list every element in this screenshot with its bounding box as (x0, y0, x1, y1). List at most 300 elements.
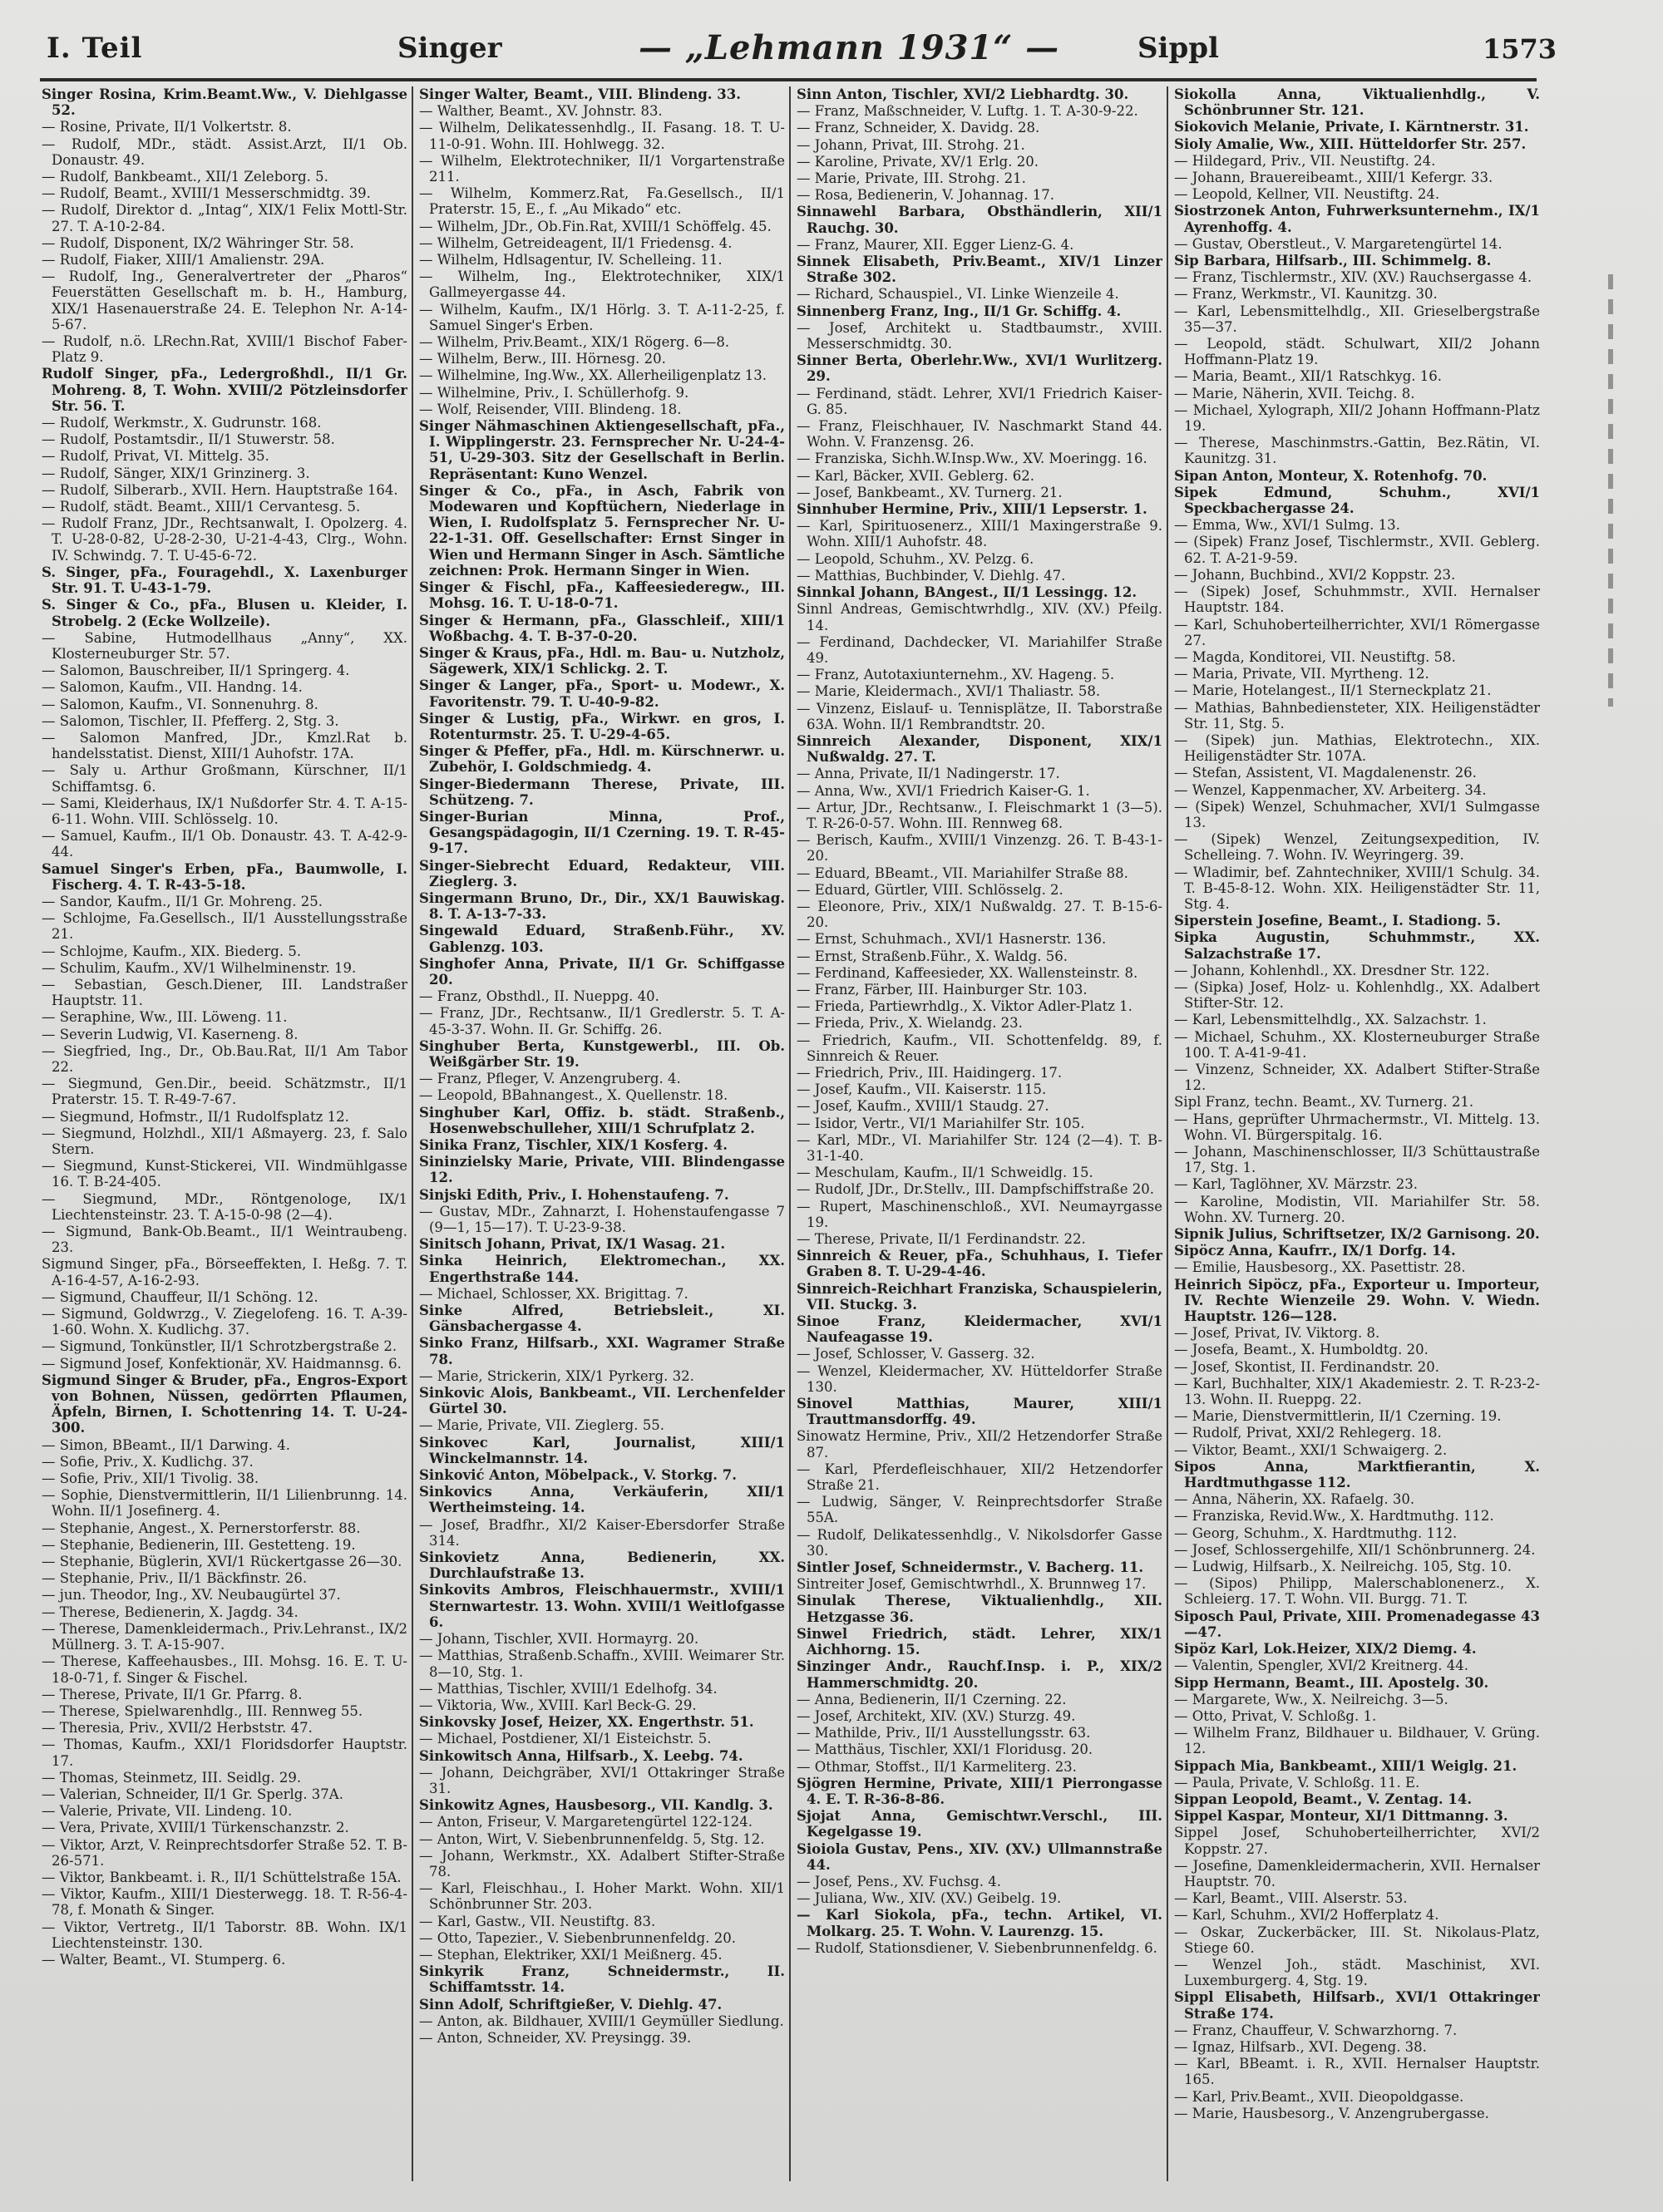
directory-entry: — Rudolf, Direktor d. „Intag“, XIX/1 Felix Mottl-Str. 27. T. A-10-2-84. (42, 202, 407, 234)
directory-entry: — Wladimir, bef. Zahntechniker, XVIII/1 Schulg. 34. T. B-45-8-12. Wohn. XIX. Heiligenstädter Str. 11, Stg. 4. (1174, 864, 1540, 912)
directory-entry: Singer Nähmaschinen Aktiengesellschaft, pFa., I. Wipplingerstr. 23. Fernsprecher Nr. U-24-4-51, U-29-303. Sitz der Gesellschaft in Berlin. Repräsentant: Kuno Wenzel. (419, 418, 785, 482)
directory-entry: — Otto, Privat, V. Schloßg. 1. (1174, 1707, 1377, 1724)
directory-entry: — Karl, Lebensmittelhdlg., XX. Salzachstr. 1. (1174, 1012, 1487, 1028)
directory-entry: — Wenzel, Kappenmacher, XV. Arbeiterg. 34. (1174, 781, 1487, 798)
directory-entry: Singer & Pfeffer, pFa., Hdl. m. Kürschnerwr. u. Zubehör, I. Goldschmiedg. 4. (419, 743, 785, 776)
directory-entry: — Anna, Bedienerin, II/1 Czerning. 22. (797, 1691, 1067, 1707)
directory-entry: — Wolf, Reisender, VIII. Blindeng. 18. (419, 401, 682, 417)
directory-entry: Sininzielsky Marie, Private, VIII. Blindengasse 12. (419, 1154, 785, 1186)
directory-entry: — Rudolf, Privat, VI. Mittelg. 35. (42, 448, 269, 465)
directory-column-1 (42, 86, 407, 2190)
column-divider (412, 86, 413, 2181)
scan-edge-mark (1608, 274, 1613, 707)
directory-entry: — Karl Siokola, pFa., techn. Artikel, VI. Molkarg. 25. T. Wohn. V. Laurenzg. 15. (797, 1907, 1162, 1939)
directory-entry: Siostrzonek Anton, Fuhrwerksunternehm., IX/1 Ayrenhoffg. 4. (1174, 203, 1540, 235)
directory-entry: — (Sipka) Josef, Holz- u. Kohlenhdlg., XX. Adalbert Stifter-Str. 12. (1174, 978, 1540, 1012)
directory-entry: — Matthias, Buchbinder, V. Diehlg. 47. (797, 567, 1066, 584)
directory-entry: — Matthias, Straßenb.Schaffn., XVIII. Weimarer Str. 8—10, Stg. 1. (419, 1648, 785, 1680)
directory-entry: — Rudolf, Delikatessenhdlg., V. Nikolsdorfer Gasse 30. (797, 1526, 1162, 1559)
directory-entry: Sinwel Friedrich, städt. Lehrer, XIX/1 Aichhorng. 15. (797, 1625, 1162, 1658)
directory-entry: Sipl Franz, techn. Beamt., XV. Turnerg. 21. (1174, 1094, 1474, 1111)
directory-entry: — Rudolf, städt. Beamt., XIII/1 Cervantesg. 5. (42, 499, 361, 515)
directory-entry: Sipöcz Anna, Kaufrr., IX/1 Dorfg. 14. (1174, 1243, 1456, 1259)
directory-entry: — Franziska, Sichh.W.Insp.Ww., XV. Moeringg. 16. (797, 451, 1147, 467)
directory-entry: — Viktoria, Ww., XVIII. Karl Beck-G. 29. (419, 1697, 697, 1713)
directory-entry: — Franziska, Revid.Ww., X. Hardtmuthg. 112. (1174, 1508, 1494, 1525)
directory-entry: — Marie, Private, III. Strohg. 21. (797, 170, 1026, 187)
directory-entry: Sinovel Matthias, Maurer, XIII/1 Trauttmansdorffg. 49. (797, 1396, 1162, 1428)
directory-entry: Sigmund Singer, pFa., Börseeffekten, I. Heßg. 7. T. A-16-4-57, A-16-2-93. (42, 1256, 407, 1288)
directory-entry: — Rudolf, n.ö. LRechn.Rat, XVIII/1 Bischof Faber-Platz 9. (42, 333, 407, 366)
directory-entry: — Ferdinand, städt. Lehrer, XVI/1 Friedrich Kaiser-G. 85. (797, 385, 1162, 417)
directory-entry: — Wilhelm, Priv.Beamt., XIX/1 Rögerg. 6—8. (419, 334, 730, 351)
directory-entry: — Wilhelm, JDr., Ob.Fin.Rat, XVIII/1 Schöffelg. 45. (419, 218, 772, 234)
directory-entry: Sinnl Andreas, Gemischtwrhdlg., XIV. (XV.) Pfeilg. 14. (797, 601, 1162, 633)
directory-entry: — Wilhelmine, Priv., I. Schüllerhofg. 9. (419, 384, 689, 401)
directory-entry: — Michael, Schuhm., XX. Klosterneuburger Straße 100. T. A-41-9-41. (1174, 1028, 1540, 1061)
directory-entry: — Ferdinand, Dachdecker, VI. Mariahilfer Straße 49. (797, 633, 1162, 666)
directory-entry: — Karl, Schuhm., XVI/2 Hofferplatz 4. (1174, 1907, 1439, 1924)
directory-entry: — Leopold, Kellner, VII. Neustiftg. 24. (1174, 186, 1440, 203)
directory-entry: — Siegmund, MDr., Röntgenologe, IX/1 Liechtensteinstr. 23. T. A-15-0-98 (2—4). (42, 1190, 407, 1223)
directory-entry: Sippel Kaspar, Monteur, XI/1 Dittmanng. 3. (1174, 1808, 1508, 1825)
directory-entry: — Siegmund, Holzhdl., XII/1 Aßmayerg. 23, f. Salo Stern. (42, 1125, 407, 1157)
directory-entry: — Josef, Pens., XV. Fuchsg. 4. (797, 1873, 1001, 1889)
directory-entry: — Rudolf, Fiaker, XIII/1 Amalienstr. 29A. (42, 252, 325, 268)
directory-entry: — Stephanie, Angest., X. Pernerstorferstr. 88. (42, 1520, 361, 1536)
directory-entry: — Therese, Spielwarenhdlg., III. Rennweg 55. (42, 1702, 363, 1719)
directory-entry: — Franz, JDr., Rechtsanw., II/1 Gredlerstr. 5. T. A-45-3-37. Wohn. II. Gr. Schiffg. 26. (419, 1005, 785, 1037)
directory-entry: — Siegmund, Gen.Dir., beeid. Schätzmstr., II/1 Praterstr. 15. T. R-49-7-67. (42, 1076, 407, 1108)
directory-entry: — Emma, Ww., XVI/1 Sulmg. 13. (1174, 517, 1400, 534)
directory-entry: — Leopold, BBahnangest., X. Quellenstr. 18. (419, 1087, 728, 1104)
directory-entry: Sigmund Singer & Bruder, pFa., Engros-Export von Bohnen, Nüssen, gedörrten Pflaumen, Äpfeln, Birnen, I. Schottenring 14. T. U-24-300. (42, 1372, 407, 1436)
directory-entry: — Thomas, Kaufm., XXI/1 Floridsdorfer Hauptstr. 17. (42, 1737, 407, 1769)
directory-entry: — Karl, Pferdefleischhauer, XII/2 Hetzendorfer Straße 21. (797, 1461, 1162, 1494)
directory-entry: — Wenzel Joh., städt. Maschinist, XVI. Luxemburgerg. 4, Stg. 19. (1174, 1956, 1540, 1989)
directory-entry: — Matthäus, Tischler, XXI/1 Floridusg. 20. (797, 1742, 1093, 1758)
directory-entry: — Johann, Kohlenhdl., XX. Dresdner Str. 122. (1174, 962, 1490, 978)
directory-entry: — Paula, Private, V. Schloßg. 11. E. (1174, 1774, 1420, 1791)
directory-entry: — Michael, Postdiener, XI/1 Eisteichstr. 5. (419, 1731, 712, 1747)
directory-entry: — Viktor, Arzt, V. Reinprechtsdorfer Straße 52. T. B-26-571. (42, 1836, 407, 1869)
directory-entry: — Othmar, Stoffst., II/1 Karmeliterg. 23. (797, 1758, 1077, 1775)
directory-entry: — Matthias, Tischler, XVIII/1 Edelhofg. 34. (419, 1680, 718, 1697)
directory-entry: — Sophie, Dienstvermittlerin, II/1 Lilienbrunng. 14. Wohn. II/1 Josefinerg. 4. (42, 1487, 407, 1520)
directory-entry: Sippel Josef, Schuhoberteilherrichter, XVI/2 Koppstr. 27. (1174, 1825, 1540, 1857)
directory-entry: — Rudolf, Ing., Generalvertreter der „Pharos“ Feuerstätten Gesellschaft m. b. H., Hamburg, XIX/1 Hasenauerstraße 24. E. Telephon Nr. A-14-5-67. (42, 268, 407, 333)
directory-entry: — Karl, Gastw., VII. Neustiftg. 83. (419, 1913, 656, 1929)
directory-entry: — Gustav, Oberstleut., V. Margaretengürtel 14. (1174, 235, 1503, 252)
directory-entry: Sippl Elisabeth, Hilfsarb., XVI/1 Ottakringer Straße 174. (1174, 1989, 1540, 2022)
guide-word-left: Singer (397, 32, 502, 65)
column-divider (789, 86, 791, 2181)
directory-entry: — Artur, JDr., Rechtsanw., I. Fleischmarkt 1 (3—5). T. R-26-0-57. Wohn. III. Rennweg 68. (797, 799, 1162, 831)
directory-entry: Sinnek Elisabeth, Priv.Beamt., XIV/1 Linzer Straße 302. (797, 254, 1162, 286)
directory-entry: — (Sipek) Josef, Schuhmmstr., XVII. Hernalser Hauptstr. 184. (1174, 584, 1540, 616)
directory-entry: — Sami, Kleiderhaus, IX/1 Nußdorfer Str. 4. T. A-15-6-11. Wohn. VIII. Schlösselg. 10. (42, 795, 407, 827)
directory-entry: — Schulim, Kaufm., XV/1 Wilhelminenstr. 19. (42, 959, 357, 976)
directory-entry: — Anton, ak. Bildhauer, XVIII/1 Geymüller Siedlung. (419, 2012, 784, 2029)
directory-entry: — Marie, Hausbesorg., V. Anzengrubergasse. (1174, 2105, 1489, 2121)
directory-entry: — Josefa, Beamt., X. Humboldtg. 20. (1174, 1342, 1429, 1358)
directory-entry: Rudolf Singer, pFa., Ledergroßhdl., II/1 Gr. Mohreng. 8, T. Wohn. XVIII/2 Pötzleinsdorfer Str. 56. T. (42, 366, 407, 414)
directory-entry: Samuel Singer's Erben, pFa., Baumwolle, I. Fischerg. 4. T. R-43-5-18. (42, 860, 407, 893)
directory-entry: Sinko Franz, Hilfsarb., XXI. Wagramer Straße 78. (419, 1335, 785, 1367)
directory-entry: — Karoline, Private, XV/1 Erlg. 20. (797, 153, 1039, 170)
directory-entry: Sinkowitsch Anna, Hilfsarb., X. Leebg. 74. (419, 1747, 743, 1764)
directory-entry: — Wilhelmine, Ing.Ww., XX. Allerheiligenplatz 13. (419, 367, 767, 384)
directory-entry: Singhuber Karl, Offiz. b. städt. Straßenb., Hosenwebschulleher, XIII/1 Schrufplatz 2. (419, 1104, 785, 1136)
directory-entry: — Theresia, Priv., XVII/2 Herbststr. 47. (42, 1720, 313, 1737)
directory-entry: — Wilhelm, Kommerz.Rat, Fa.Gesellsch., II/1 Praterstr. 15, E., f. „Au Mikado“ etc. (419, 185, 785, 218)
directory-entry: — Therese, Bedienerin, X. Jagdg. 34. (42, 1604, 299, 1620)
directory-entry: — Viktor, Vertretg., II/1 Taborstr. 8B. Wohn. IX/1 Liechtensteinstr. 130. (42, 1919, 407, 1951)
directory-entry: — Rudolf, Bankbeamt., XII/1 Zeleborg. 5. (42, 169, 328, 185)
directory-entry: Sinkovics Anna, Verkäuferin, XII/1 Wertheimsteing. 14. (419, 1484, 785, 1516)
directory-entry: Sipos Anna, Marktfierantin, X. Hardtmuthgasse 112. (1174, 1458, 1540, 1491)
directory-entry: — Berisch, Kaufm., XVIII/1 Vinzenzg. 26. T. B-43-1-20. (797, 832, 1162, 865)
guide-word-right: Sippl (1137, 32, 1219, 65)
directory-entry: Singewald Eduard, Straßenb.Führ., XV. Gablenzg. 103. (419, 923, 785, 955)
directory-entry: — Salomon, Kaufm., VI. Sonnenuhrg. 8. (42, 696, 318, 712)
directory-entry: Singer & Fischl, pFa., Kaffeesiederegw., III. Mohsg. 16. T. U-18-0-71. (419, 579, 785, 612)
directory-entry: — Anton, Schneider, XV. Preysingg. 39. (419, 2029, 692, 2046)
directory-entry: — Wilhelm Franz, Bildhauer u. Bildhauer, V. Grüng. 12. (1174, 1725, 1540, 1757)
directory-entry: — Franz, Maßschneider, V. Luftg. 1. T. A-30-9-22. (797, 103, 1138, 120)
directory-entry: — Anton, Friseur, V. Margaretengürtel 122-124. (419, 1814, 753, 1830)
directory-entry: — Viktor, Kaufm., XIII/1 Diesterwegg. 18. T. R-56-4-78, f. Monath & Singer. (42, 1886, 407, 1919)
directory-entry: Singer-Biedermann Therese, Private, III. Schützeng. 7. (419, 776, 785, 808)
directory-entry: — Juliana, Ww., XIV. (XV.) Geibelg. 19. (797, 1890, 1062, 1907)
directory-entry: — Walther, Beamt., XV. Johnstr. 83. (419, 103, 663, 120)
directory-entry: — Rudolf, Privat, XXI/2 Rehlegerg. 18. (1174, 1425, 1442, 1441)
directory-entry: S. Singer, pFa., Fouragehdl., X. Laxenburger Str. 91. T. U-43-1-79. (42, 564, 407, 597)
directory-entry: — Meschulam, Kaufm., II/1 Schweidlg. 15. (797, 1165, 1093, 1181)
directory-entry: — Karl, Buchhalter, XIX/1 Akademiestr. 2. T. R-23-2-13. Wohn. II. Rueppg. 22. (1174, 1375, 1540, 1408)
directory-entry: — Marie, Näherin, XVII. Teichg. 8. (1174, 385, 1415, 402)
directory-entry: Sipnik Julius, Schriftsetzer, IX/2 Garnisong. 20. (1174, 1226, 1540, 1243)
directory-entry: Sinke Alfred, Betriebsleit., XI. Gänsbachergasse 4. (419, 1303, 785, 1335)
directory-entry: Sipöz Karl, Lok.Heizer, XIX/2 Diemg. 4. (1174, 1641, 1477, 1658)
directory-entry: Sioly Amalie, Ww., XIII. Hütteldorfer Str. 257. (1174, 135, 1527, 152)
directory-entry: — Frieda, Priv., X. Wielandg. 23. (797, 1015, 1023, 1032)
directory-entry: Sinowatz Hermine, Priv., XII/2 Hetzendorfer Straße 87. (797, 1428, 1162, 1461)
directory-entry: — Franz, Autotaxiunternehm., XV. Hageng. 5. (797, 667, 1115, 683)
directory-entry: — Hildegard, Priv., VII. Neustiftg. 24. (1174, 152, 1436, 169)
directory-entry: — Isidor, Vertr., VI/1 Mariahilfer Str. 105. (797, 1115, 1085, 1131)
directory-entry: — (Sipek) jun. Mathias, Elektrotechn., XIX. Heiligenstädter Str. 107A. (1174, 732, 1540, 765)
page-number: 1573 (1483, 33, 1557, 65)
directory-entry: — Sigmund, Chauffeur, II/1 Schöng. 12. (42, 1288, 318, 1305)
directory-entry: — Rupert, Maschinenschloß., XVI. Neumayrgasse 19. (797, 1198, 1162, 1230)
directory-entry: — Seraphine, Ww., III. Löweng. 11. (42, 1009, 288, 1026)
directory-entry: — Ludwig, Hilfsarb., X. Neilreichg. 105, Stg. 10. (1174, 1559, 1512, 1575)
directory-entry: — Sigmund, Goldwrzg., V. Ziegelofeng. 16. T. A-39-1-60. Wohn. X. Kudlichg. 37. (42, 1306, 407, 1338)
directory-entry: — Siegmund, Hofmstr., II/1 Rudolfsplatz 12. (42, 1108, 349, 1125)
directory-entry: — Rudolf Franz, JDr., Rechtsanwalt, I. Opolzerg. 4. T. U-28-0-82, U-28-2-30, U-21-4-43, Clrg., Wohn. IV. Schwindg. 7. T. U-45-6-72. (42, 515, 407, 564)
directory-entry: Sinzinger Andr., Rauchf.Insp. i. P., XIX/2 Hammerschmidtg. 20. (797, 1658, 1162, 1691)
directory-entry: — Ernst, Schuhmach., XVI/1 Hasnerstr. 136. (797, 931, 1107, 948)
directory-entry: Sinjski Edith, Priv., I. Hohenstaufeng. 7. (419, 1186, 729, 1203)
directory-entry: — Rosine, Private, II/1 Volkertstr. 8. (42, 119, 292, 135)
directory-entry: — Franz, Pfleger, V. Anzengruberg. 4. (419, 1071, 681, 1087)
directory-entry: — Karl, Priv.Beamt., XVII. Dieopoldgasse. (1174, 2088, 1464, 2105)
directory-entry: — Wilhelm, Elektrotechniker, II/1 Vorgartenstraße 211. (419, 152, 785, 185)
directory-entry: — Johann, Werkmstr., XX. Adalbert Stifter-Straße 78. (419, 1847, 785, 1879)
directory-entry: — Vinzenz, Schneider, XX. Adalbert Stifter-Straße 12. (1174, 1061, 1540, 1094)
directory-entry: — Josef, Kaufm., VII. Kaiserstr. 115. (797, 1081, 1047, 1098)
directory-entry: — Therese, Kaffeehausbes., III. Mohsg. 16. E. T. U-18-0-71, f. Singer & Fischel. (42, 1653, 407, 1686)
directory-entry: — Rosa, Bedienerin, V. Johannag. 17. (797, 187, 1054, 204)
directory-entry: — Franz, Schneider, X. Davidg. 28. (797, 120, 1040, 136)
directory-entry: Sintler Josef, Schneidermstr., V. Bacherg. 11. (797, 1559, 1144, 1576)
directory-entry: — Samuel, Kaufm., II/1 Ob. Donaustr. 43. T. A-42-9-44. (42, 828, 407, 860)
directory-entry: — Sigmund Josef, Konfektionär, XV. Haidmannsg. 6. (42, 1355, 402, 1372)
directory-entry: — Sofie, Priv., X. Kudlichg. 37. (42, 1453, 254, 1470)
directory-entry: — Ferdinand, Kaffeesieder, XX. Wallensteinstr. 8. (797, 964, 1138, 981)
directory-entry: — Frieda, Partiewrhdlg., X. Viktor Adler-Platz 1. (797, 998, 1133, 1015)
directory-entry: — Valentin, Spengler, XVI/2 Kreitnerg. 44. (1174, 1658, 1469, 1674)
directory-entry: — Eduard, Gürtler, VIII. Schlösselg. 2. (797, 881, 1063, 898)
directory-entry: Sinkovsky Josef, Heizer, XX. Engerthstr. 51. (419, 1714, 754, 1731)
directory-entry: — Johann, Maschinenschlosser, II/3 Schüttaustraße 17, Stg. 1. (1174, 1144, 1540, 1176)
directory-entry: Singer & Langer, pFa., Sport- u. Modewr., X. Favoritenstr. 79. T. U-40-9-82. (419, 677, 785, 710)
directory-entry: Singhofer Anna, Private, II/1 Gr. Schiffgasse 20. (419, 955, 785, 988)
directory-entry: — Hans, geprüfter Uhrmachermstr., VI. Mittelg. 13. Wohn. VI. Bürgerspitalg. 16. (1174, 1111, 1540, 1143)
directory-entry: — (Sipek) Franz Josef, Tischlermstr., XVII. Geblerg. 62. T. A-21-9-59. (1174, 534, 1540, 566)
directory-entry: — Siegfried, Ing., Dr., Ob.Bau.Rat, II/1 Am Tabor 22. (42, 1042, 407, 1075)
directory-entry: — Michael, Schlosser, XX. Brigittag. 7. (419, 1285, 688, 1302)
directory-entry: — Leopold, städt. Schulwart, XII/2 Johann Hoffmann-Platz 19. (1174, 336, 1540, 368)
directory-entry: — Vera, Private, XVIII/1 Türkenschanzstr. 2. (42, 1820, 349, 1836)
directory-entry: — Wilhelm, Getreideagent, II/1 Friedensg. 4. (419, 234, 733, 251)
directory-entry: Singer-Burian Minna, Prof., Gesangspädagogin, II/1 Czerning. 19. T. R-45-9-17. (419, 808, 785, 857)
directory-entry: — (Sipos) Philipp, Malerschablonenerz., X. Schleierg. 17. T. Wohn. VII. Burgg. 71. T. (1174, 1575, 1540, 1608)
directory-entry: — Josef, Bradfhr., XI/2 Kaiser-Ebersdorfer Straße 314. (419, 1516, 785, 1549)
directory-entry: — Josef, Skontist, II. Ferdinandstr. 20. (1174, 1358, 1440, 1375)
directory-entry: — Josef, Architekt u. Stadtbaumstr., XVIII. Messerschmidtg. 30. (797, 319, 1162, 352)
directory-entry: Sippan Leopold, Beamt., V. Zentag. 14. (1174, 1791, 1473, 1807)
directory-entry: — (Sipek) Wenzel, Zeitungsexpedition, IV. Schelleing. 7. Wohn. IV. Weyringerg. 39. (1174, 831, 1540, 864)
directory-entry: — Georg, Schuhm., X. Hardtmuthg. 112. (1174, 1525, 1458, 1541)
directory-entry: — Sigmund, Bank-Ob.Beamt., II/1 Weintraubeng. 23. (42, 1224, 407, 1256)
directory-entry: — Ludwig, Sänger, V. Reinprechtsdorfer Straße 55A. (797, 1494, 1162, 1526)
directory-entry: — Franz, Maurer, XII. Egger Lienz-G. 4. (797, 236, 1074, 253)
directory-entry: Sioiola Gustav, Pens., XIV. (XV.) Ullmannstraße 44. (797, 1840, 1162, 1873)
header-rule (40, 78, 1537, 81)
directory-entry: — Anton, Wirt, V. Siebenbrunnenfeldg. 5, Stg. 12. (419, 1830, 765, 1847)
directory-entry: — Maria, Private, VII. Myrtheng. 12. (1174, 666, 1429, 682)
directory-entry: — Josef, Kaufm., XVIII/1 Staudg. 27. (797, 1098, 1049, 1115)
directory-entry: — Wilhelm, Delikatessenhdlg., II. Fasang. 18. T. U-11-0-91. Wohn. III. Hohlwegg. 32. (419, 120, 785, 152)
directory-entry: — Wilhelm, Hdlsagentur, IV. Schelleing. 11. (419, 252, 723, 268)
directory-entry: — Sabine, Hutmodellhaus „Anny“, XX. Klosterneuburger Str. 57. (42, 629, 407, 662)
directory-entry: — Josef, Bankbeamt., XV. Turnerg. 21. (797, 484, 1063, 500)
directory-entry: Sinn Anton, Tischler, XVI/2 Liebhardtg. 30. (797, 86, 1129, 102)
directory-entry: — Johann, Brauereibeamt., XIII/1 Kefergr. 33. (1174, 170, 1493, 186)
directory-entry: Sinnreich Alexander, Disponent, XIX/1 Nußwaldg. 27. T. (797, 732, 1162, 766)
directory-entry: — Anna, Ww., XVI/1 Friedrich Kaiser-G. 1. (797, 782, 1090, 799)
directory-entry: — Karl, Beamt., VIII. Alserstr. 53. (1174, 1890, 1408, 1907)
directory-entry: — Wilhelm, Berw., III. Hörnesg. 20. (419, 351, 666, 367)
directory-entry: — Maria, Beamt., XII/1 Ratschkyg. 16. (1174, 368, 1443, 385)
directory-entry: — Johann, Deichgräber, XVI/1 Ottakringer Straße 31. (419, 1764, 785, 1796)
part-label: I. Teil (47, 32, 143, 65)
directory-entry: — Eleonore, Priv., XIX/1 Nußwaldg. 27. T. B-15-6-20. (797, 898, 1162, 931)
directory-entry: — Richard, Schauspiel., VI. Linke Wienzeile 4. (797, 286, 1119, 303)
directory-entry: Singermann Bruno, Dr., Dir., XX/1 Bauwiskag. 8. T. A-13-7-33. (419, 889, 785, 923)
directory-entry: — Ignaz, Hilfsarb., XVI. Degeng. 38. (1174, 2038, 1427, 2055)
directory-entry: — Karl, BBeamt. i. R., XVII. Hernalser Hauptstr. 165. (1174, 2056, 1540, 2088)
directory-entry: — Wilhelm, Ing., Elektrotechniker, XIX/1 Gallmeyergasse 44. (419, 268, 785, 301)
directory-entry: Sipek Edmund, Schuhm., XVI/1 Speckbachergasse 24. (1174, 484, 1540, 517)
directory-entry: Sinnreich & Reuer, pFa., Schuhhaus, I. Tiefer Graben 8. T. U-29-4-46. (797, 1248, 1162, 1280)
directory-entry: — Josef, Privat, IV. Viktorg. 8. (1174, 1325, 1380, 1342)
directory-entry: — Josef, Schlossergehilfe, XII/1 Schönbrunnerg. 24. (1174, 1541, 1536, 1558)
directory-entry: — Walter, Beamt., VI. Stumperg. 6. (42, 1951, 286, 1968)
directory-column-2 (419, 86, 785, 2190)
directory-entry: — Marie, Strickerin, XIX/1 Pyrkerg. 32. (419, 1367, 694, 1384)
directory-entry: Sinulak Therese, Viktualienhdlg., XII. Hetzgasse 36. (797, 1593, 1162, 1625)
directory-entry: — Franz, Färber, III. Hainburger Str. 103. (797, 981, 1088, 998)
directory-entry: — Mathilde, Priv., II/1 Ausstellungsstr. 63. (797, 1725, 1091, 1742)
directory-entry: — Sofie, Priv., XII/1 Tivolig. 38. (42, 1471, 259, 1487)
directory-column-4 (1174, 86, 1540, 2190)
directory-entry: — Friedrich, Kaufm., VII. Schottenfeldg. 89, f. Sinnreich & Reuer. (797, 1032, 1162, 1064)
directory-entry: — Johann, Buchbind., XVI/2 Koppstr. 23. (1174, 566, 1456, 583)
directory-entry: — Marie, Hotelangest., II/1 Sterneckplatz 21. (1174, 682, 1492, 699)
directory-entry: — Rudolf, Silberarb., XVII. Hern. Hauptstraße 164. (42, 481, 398, 498)
directory-entry: — Vinzenz, Eislauf- u. Tennisplätze, II. Taborstraße 63A. Wohn. II/1 Rembrandtstr. 20. (797, 700, 1162, 732)
directory-entry: Singer & Lustig, pFa., Wirkwr. en gros, I. Rotenturmstr. 25. T. U-29-4-65. (419, 710, 785, 742)
directory-entry: Singer & Co., pFa., in Asch, Fabrik von Modewaren und Kopftüchern, Niederlage in Wien, I. Rudolfsplatz 5. Fernsprecher Nr. U-22-1-31. Off. Gesellschafter: Ernst Singer in Wien und Hermann Singer in Asch. Sämtliche zeichnen: Prok. Hermann Singer in Wien. (419, 482, 785, 579)
directory-entry: Sippach Mia, Bankbeamt., XIII/1 Weiglg. 21. (1174, 1757, 1517, 1774)
directory-entry: — Johann, Tischler, XVII. Hormayrg. 20. (419, 1631, 699, 1648)
directory-entry: Singer Walter, Beamt., VIII. Blindeng. 33. (419, 86, 741, 102)
directory-entry: — Stefan, Assistent, VI. Magdalenenstr. 26. (1174, 765, 1477, 781)
directory-entry: — Salomon, Tischler, II. Pfefferg. 2, Stg. 3. (42, 712, 339, 729)
directory-entry: Sjögren Hermine, Private, XIII/1 Pierrongasse 4. E. T. R-36-8-86. (797, 1775, 1162, 1807)
directory-entry: — Franz, Werkmstr., VI. Kaunitzg. 30. (1174, 286, 1438, 303)
directory-entry: — Sigmund, Tonkünstler, II/1 Schrotzbergstraße 2. (42, 1338, 397, 1355)
directory-entry: — Viktor, Beamt., XXI/1 Schwaigerg. 2. (1174, 1441, 1448, 1458)
directory-entry: Sinn Adolf, Schriftgießer, V. Diehlg. 47. (419, 1996, 723, 2012)
directory-entry: — Therese, Private, II/1 Ferdinandstr. 22. (797, 1231, 1086, 1248)
directory-entry: — Marie, Kleidermach., XVI/1 Thaliastr. 58. (797, 683, 1101, 700)
directory-entry: — Salomon, Kaufm., VII. Handng. 14. (42, 679, 303, 696)
directory-entry: — Valerie, Private, VII. Lindeng. 10. (42, 1803, 293, 1820)
directory-entry: Sipp Hermann, Beamt., III. Apostelg. 30. (1174, 1674, 1489, 1691)
directory-entry: — Franz, Fleischhauer, IV. Naschmarkt Stand 44. Wohn. V. Franzensg. 26. (797, 418, 1162, 451)
column-divider (1167, 86, 1168, 2181)
directory-entry: — Therese, Damenkleidermach., Priv.Lehranst., IX/2 Müllnerg. 3. T. A-15-907. (42, 1620, 407, 1653)
directory-entry: — Sandor, Kaufm., II/1 Gr. Mohreng. 25. (42, 893, 323, 909)
directory-entry: Singhuber Berta, Kunstgewerbl., III. Ob. Weißgärber Str. 19. (419, 1037, 785, 1070)
running-head (40, 23, 1557, 73)
directory-entry: — Anna, Näherin, XX. Rafaelg. 30. (1174, 1491, 1415, 1508)
directory-entry: — Emilie, Hausbesorg., XX. Pasettistr. 28. (1174, 1259, 1466, 1276)
directory-entry: — Stephanie, Bedienerin, III. Gestetteng. 19. (42, 1536, 356, 1553)
directory-entry: Sinnreich-Reichhart Franziska, Schauspielerin, VII. Stuckg. 3. (797, 1280, 1162, 1313)
directory-entry: — Karl, Lebensmittelhdlg., XII. Grieselbergstraße 35—37. (1174, 303, 1540, 335)
directory-entry: Sinka Heinrich, Elektromechan., XX. Engerthstraße 144. (419, 1253, 785, 1285)
directory-entry: — Rudolf, MDr., städt. Assist.Arzt, II/1 Ob. Donaustr. 49. (42, 135, 407, 168)
directory-entry: Sinnhuber Hermine, Priv., XIII/1 Lepserstr. 1. (797, 501, 1147, 518)
directory-entry: — Michael, Xylograph, XII/2 Johann Hoffmann-Platz 19. (1174, 402, 1540, 435)
directory-entry: — Josef, Architekt, XIV. (XV.) Sturzg. 49. (797, 1707, 1076, 1724)
directory-entry: — Johann, Privat, III. Strohg. 21. (797, 136, 1025, 153)
directory-entry: Sinnkal Johann, BAngest., II/1 Lessingg. 12. (797, 584, 1137, 601)
book-title: — „Lehmann 1931“ — (639, 28, 1060, 67)
directory-entry: Sjojat Anna, Gemischtwr.Verschl., III. Kegelgasse 19. (797, 1808, 1162, 1840)
directory-entry: Sinkyrik Franz, Schneidermstr., II. Schiffamtsstr. 14. (419, 1963, 785, 1996)
directory-entry: — Valerian, Schneider, II/1 Gr. Sperlg. 37A. (42, 1786, 343, 1802)
directory-entry: Singer & Hermann, pFa., Glasschleif., XIII/1 Woßbachg. 4. T. B-37-0-20. (419, 612, 785, 644)
directory-entry: — Margarete, Ww., X. Neilreichg. 3—5. (1174, 1691, 1448, 1707)
directory-entry: Siokolla Anna, Viktualienhdlg., V. Schönbrunner Str. 121. (1174, 86, 1540, 119)
directory-entry: — Rudolf, Beamt., XVIII/1 Messerschmidtg. 39. (42, 185, 371, 202)
directory-entry: Sinner Berta, Oberlehr.Ww., XVI/1 Wurlitzerg. 29. (797, 352, 1162, 385)
directory-entry: Singer & Kraus, pFa., Hdl. m. Bau- u. Nutzholz, Sägewerk, XIX/1 Schlickg. 2. T. (419, 644, 785, 677)
directory-entry: — Rudolf, Stationsdiener, V. Siebenbrunnenfeldg. 6. (797, 1939, 1157, 1956)
directory-entry: S. Singer & Co., pFa., Blusen u. Kleider, I. Strobelg. 2 (Ecke Wollzeile). (42, 597, 407, 629)
directory-entry: Sinkovec Karl, Journalist, XIII/1 Winckelmannstr. 14. (419, 1434, 785, 1466)
directory-entry: — Sebastian, Gesch.Diener, III. Landstraßer Hauptstr. 11. (42, 976, 407, 1009)
directory-entry: — Oskar, Zuckerbäcker, III. St. Nikolaus-Platz, Stiege 60. (1174, 1924, 1540, 1956)
directory-entry: Sintreiter Josef, Gemischtwrhdl., X. Brunnweg 17. (797, 1576, 1147, 1593)
directory-entry: — Karl, Spirituosenerz., XIII/1 Maxingerstraße 9. Wohn. XIII/1 Auhofstr. 48. (797, 518, 1162, 550)
directory-entry: — Severin Ludwig, VI. Kaserneng. 8. (42, 1026, 299, 1042)
directory-entry: Sipka Augustin, Schuhmmstr., XX. Salzachstraße 17. (1174, 929, 1540, 962)
directory-entry: — Rudolf, Disponent, IX/2 Währinger Str. 58. (42, 234, 354, 251)
directory-entry: Sipan Anton, Monteur, X. Rotenhofg. 70. (1174, 467, 1488, 484)
directory-entry: — Josef, Schlosser, V. Gasserg. 32. (797, 1346, 1035, 1362)
directory-entry: — Gustav, MDr., Zahnarzt, I. Hohenstaufengasse 7 (9—1, 15—17). T. U-23-9-38. (419, 1203, 785, 1236)
directory-entry: Sinika Franz, Tischler, XIX/1 Kosferg. 4. (419, 1137, 728, 1153)
directory-entry: Siperstein Josefine, Beamt., I. Stadiong. 5. (1174, 913, 1501, 929)
directory-entry: — Rudolf, Postamtsdir., II/1 Stuwerstr. 58. (42, 431, 335, 448)
directory-entry: — Saly u. Arthur Großmann, Kürschner, II/1 Schiffamtsg. 6. (42, 762, 407, 795)
directory-entry: Sinnenberg Franz, Ing., II/1 Gr. Schiffg. 4. (797, 303, 1122, 319)
directory-entry: — Schlojme, Fa.Gesellsch., II/1 Ausstellungsstraße 21. (42, 910, 407, 943)
directory-entry: Sinkovietz Anna, Bedienerin, XX. Durchlaufstraße 13. (419, 1549, 785, 1582)
directory-entry: — Otto, Tapezier., V. Siebenbrunnenfeldg. 20. (419, 1929, 736, 1946)
directory-entry: — Stephanie, Büglerin, XVI/1 Rückertgasse 26—30. (42, 1554, 402, 1570)
directory-entry: — jun. Theodor, Ing., XV. Neubaugürtel 37. (42, 1587, 341, 1604)
directory-entry: — Siegmund, Kunst-Stickerei, VII. Windmühlgasse 16. T. B-24-405. (42, 1158, 407, 1190)
directory-entry: — Marie, Private, VII. Zieglerg. 55. (419, 1417, 664, 1434)
directory-entry: — Friedrich, Priv., III. Haidingerg. 17. (797, 1064, 1063, 1081)
directory-entry: Sip Barbara, Hilfsarb., III. Schimmelg. 8. (1174, 253, 1492, 269)
directory-entry: — Ernst, Straßenb.Führ., X. Waldg. 56. (797, 948, 1068, 964)
directory-entry: — Leopold, Schuhm., XV. Pelzg. 6. (797, 550, 1034, 567)
directory-entry: — Mathias, Bahnbediensteter, XIX. Heiligenstädter Str. 11, Stg. 5. (1174, 699, 1540, 732)
directory-entry: — Stephanie, Priv., II/1 Bäckfinstr. 26. (42, 1570, 308, 1587)
directory-entry: — Franz, Tischlermstr., XIV. (XV.) Rauchsergasse 4. (1174, 269, 1532, 286)
directory-entry: — Thomas, Steinmetz, III. Seidlg. 29. (42, 1769, 302, 1786)
directory-entry: Sinković Anton, Möbelpack., V. Storkg. 7. (419, 1467, 738, 1484)
directory-entry: — Schlojme, Kaufm., XIX. Biederg. 5. (42, 943, 302, 959)
directory-entry: — Rudolf, Werkmstr., X. Gudrunstr. 168. (42, 415, 322, 431)
directory-entry: Sinitsch Johann, Privat, IX/1 Wasag. 21. (419, 1236, 726, 1253)
directory-entry: Singer Rosina, Krim.Beamt.Ww., V. Diehlgasse 52. (42, 86, 407, 119)
directory-entry: — Marie, Dienstvermittlerin, II/1 Czerning. 19. (1174, 1408, 1502, 1425)
directory-entry: — Josefine, Damenkleidermacherin, XVII. Hernalser Hauptstr. 70. (1174, 1857, 1540, 1889)
directory-entry: — Wilhelm, Kaufm., IX/1 Hörlg. 3. T. A-11-2-25, f. Samuel Singer's Erben. (419, 301, 785, 333)
directory-entry: — Therese, Maschinmstrs.-Gattin, Bez.Rätin, VI. Kaunitzg. 31. (1174, 435, 1540, 467)
directory-entry: — Therese, Private, II/1 Gr. Pfarrg. 8. (42, 1686, 303, 1702)
